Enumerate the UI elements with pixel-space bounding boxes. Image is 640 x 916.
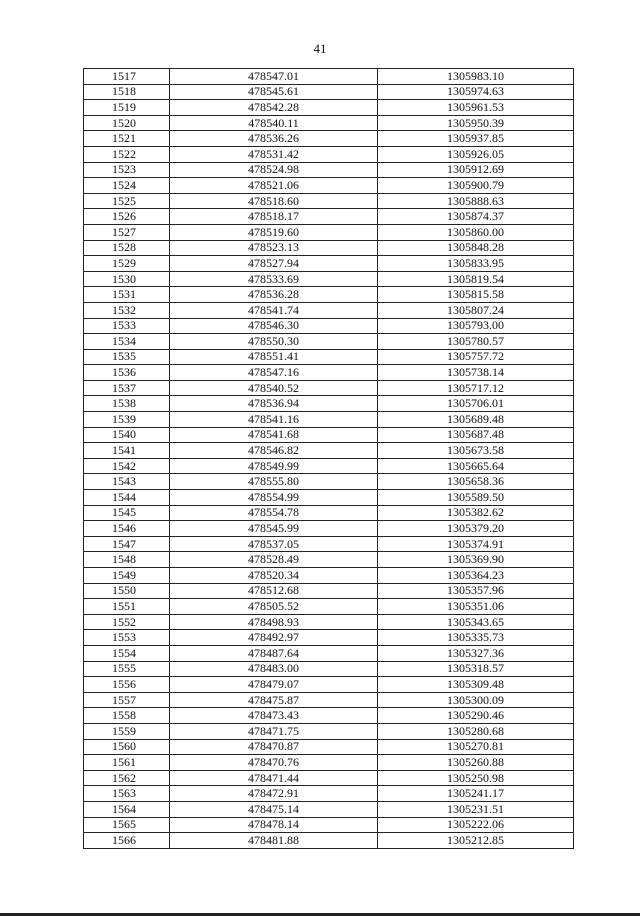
y-coordinate-cell: 1305848.28: [378, 240, 574, 256]
y-coordinate-cell: 1305900.79: [378, 178, 574, 194]
point-number-cell: 1543: [84, 474, 170, 490]
x-coordinate-cell: 478471.44: [170, 770, 378, 786]
y-coordinate-cell: 1305260.88: [378, 755, 574, 771]
point-number-cell: 1517: [84, 69, 170, 85]
y-coordinate-cell: 1305706.01: [378, 396, 574, 412]
table-row: [84, 645, 574, 661]
y-coordinate-cell: 1305860.00: [378, 224, 574, 240]
point-number-cell: 1561: [84, 755, 170, 771]
page-number: 41: [313, 41, 327, 56]
point-number-cell: 1546: [84, 521, 170, 537]
point-number-cell: 1525: [84, 193, 170, 209]
table-row: [84, 396, 574, 412]
x-coordinate-cell: 478523.13: [170, 240, 378, 256]
y-coordinate-cell: 1305912.69: [378, 162, 574, 178]
table-row: [84, 287, 574, 303]
table-row: [84, 817, 574, 833]
y-coordinate-cell: 1305950.39: [378, 115, 574, 131]
y-coordinate-cell: 1305374.91: [378, 536, 574, 552]
y-coordinate-cell: 1305357.96: [378, 583, 574, 599]
y-coordinate-cell: 1305807.24: [378, 302, 574, 318]
y-coordinate-cell: 1305369.90: [378, 552, 574, 568]
y-coordinate-cell: 1305379.20: [378, 521, 574, 537]
y-coordinate-cell: 1305222.06: [378, 817, 574, 833]
x-coordinate-cell: 478519.60: [170, 224, 378, 240]
table-row: [84, 380, 574, 396]
table-row: [84, 677, 574, 693]
table-row: [84, 302, 574, 318]
point-number-cell: 1549: [84, 568, 170, 584]
point-number-cell: 1562: [84, 770, 170, 786]
x-coordinate-cell: 478533.69: [170, 271, 378, 287]
table-row: [84, 614, 574, 630]
table-row: [84, 146, 574, 162]
table-row: [84, 599, 574, 615]
point-number-cell: 1532: [84, 302, 170, 318]
point-number-cell: 1551: [84, 599, 170, 615]
x-coordinate-cell: 478537.05: [170, 536, 378, 552]
table-row: [84, 443, 574, 459]
x-coordinate-cell: 478541.68: [170, 427, 378, 443]
y-coordinate-cell: 1305793.00: [378, 318, 574, 334]
table-row: [84, 536, 574, 552]
x-coordinate-cell: 478478.14: [170, 817, 378, 833]
point-number-cell: 1524: [84, 178, 170, 194]
y-coordinate-cell: 1305738.14: [378, 365, 574, 381]
point-number-cell: 1542: [84, 458, 170, 474]
x-coordinate-cell: 478479.07: [170, 677, 378, 693]
x-coordinate-cell: 478531.42: [170, 146, 378, 162]
y-coordinate-cell: 1305212.85: [378, 833, 574, 849]
table-row: [84, 661, 574, 677]
table-row: [84, 583, 574, 599]
y-coordinate-cell: 1305819.54: [378, 271, 574, 287]
point-number-cell: 1550: [84, 583, 170, 599]
table-row: [84, 224, 574, 240]
y-coordinate-cell: 1305270.81: [378, 739, 574, 755]
table-row: [84, 505, 574, 521]
y-coordinate-cell: 1305780.57: [378, 334, 574, 350]
x-coordinate-cell: 478542.28: [170, 100, 378, 116]
point-number-cell: 1545: [84, 505, 170, 521]
table-row: [84, 723, 574, 739]
table-row: [84, 739, 574, 755]
table-row: [84, 256, 574, 272]
table-row: [84, 271, 574, 287]
x-coordinate-cell: 478545.61: [170, 84, 378, 100]
point-number-cell: 1528: [84, 240, 170, 256]
table-row: [84, 770, 574, 786]
x-coordinate-cell: 478549.99: [170, 458, 378, 474]
table-row: [84, 755, 574, 771]
x-coordinate-cell: 478492.97: [170, 630, 378, 646]
y-coordinate-cell: 1305687.48: [378, 427, 574, 443]
table-row: [84, 474, 574, 490]
x-coordinate-cell: 478541.74: [170, 302, 378, 318]
x-coordinate-cell: 478547.01: [170, 69, 378, 85]
point-number-cell: 1560: [84, 739, 170, 755]
x-coordinate-cell: 478528.49: [170, 552, 378, 568]
point-number-cell: 1555: [84, 661, 170, 677]
y-coordinate-cell: 1305717.12: [378, 380, 574, 396]
y-coordinate-cell: 1305309.48: [378, 677, 574, 693]
point-number-cell: 1531: [84, 287, 170, 303]
point-number-cell: 1565: [84, 817, 170, 833]
x-coordinate-cell: 478554.99: [170, 490, 378, 506]
y-coordinate-cell: 1305815.58: [378, 287, 574, 303]
table-row: [84, 692, 574, 708]
y-coordinate-cell: 1305983.10: [378, 69, 574, 85]
point-number-cell: 1527: [84, 224, 170, 240]
table-row: [84, 349, 574, 365]
y-coordinate-cell: 1305318.57: [378, 661, 574, 677]
table-row: [84, 115, 574, 131]
y-coordinate-cell: 1305926.05: [378, 146, 574, 162]
point-number-cell: 1520: [84, 115, 170, 131]
x-coordinate-cell: 478470.87: [170, 739, 378, 755]
point-number-cell: 1536: [84, 365, 170, 381]
y-coordinate-cell: 1305974.63: [378, 84, 574, 100]
table-row: [84, 801, 574, 817]
table-row: [84, 334, 574, 350]
table-row: [84, 412, 574, 428]
point-number-cell: 1539: [84, 412, 170, 428]
table-row: [84, 708, 574, 724]
point-number-cell: 1521: [84, 131, 170, 147]
y-coordinate-cell: 1305231.51: [378, 801, 574, 817]
point-number-cell: 1538: [84, 396, 170, 412]
y-coordinate-cell: 1305364.23: [378, 568, 574, 584]
point-number-cell: 1540: [84, 427, 170, 443]
x-coordinate-cell: 478498.93: [170, 614, 378, 630]
table-row: [84, 786, 574, 802]
y-coordinate-cell: 1305290.46: [378, 708, 574, 724]
point-number-cell: 1541: [84, 443, 170, 459]
point-number-cell: 1563: [84, 786, 170, 802]
table-row: [84, 84, 574, 100]
y-coordinate-cell: 1305335.73: [378, 630, 574, 646]
x-coordinate-cell: 478536.28: [170, 287, 378, 303]
x-coordinate-cell: 478536.94: [170, 396, 378, 412]
x-coordinate-cell: 478475.14: [170, 801, 378, 817]
x-coordinate-cell: 478470.76: [170, 755, 378, 771]
table-row: [84, 833, 574, 849]
y-coordinate-cell: 1305888.63: [378, 193, 574, 209]
point-number-cell: 1547: [84, 536, 170, 552]
point-number-cell: 1523: [84, 162, 170, 178]
point-number-cell: 1537: [84, 380, 170, 396]
x-coordinate-cell: 478555.80: [170, 474, 378, 490]
x-coordinate-cell: 478471.75: [170, 723, 378, 739]
y-coordinate-cell: 1305589.50: [378, 490, 574, 506]
y-coordinate-cell: 1305833.95: [378, 256, 574, 272]
x-coordinate-cell: 478554.78: [170, 505, 378, 521]
point-number-cell: 1522: [84, 146, 170, 162]
table-row: [84, 162, 574, 178]
table-row: [84, 552, 574, 568]
point-number-cell: 1566: [84, 833, 170, 849]
y-coordinate-cell: 1305343.65: [378, 614, 574, 630]
table-row: [84, 630, 574, 646]
y-coordinate-cell: 1305300.09: [378, 692, 574, 708]
x-coordinate-cell: 478540.52: [170, 380, 378, 396]
y-coordinate-cell: 1305382.62: [378, 505, 574, 521]
table-row: [84, 100, 574, 116]
point-number-cell: 1526: [84, 209, 170, 225]
point-number-cell: 1535: [84, 349, 170, 365]
x-coordinate-cell: 478518.60: [170, 193, 378, 209]
x-coordinate-cell: 478521.06: [170, 178, 378, 194]
x-coordinate-cell: 478551.41: [170, 349, 378, 365]
y-coordinate-cell: 1305665.64: [378, 458, 574, 474]
x-coordinate-cell: 478505.52: [170, 599, 378, 615]
y-coordinate-cell: 1305327.36: [378, 645, 574, 661]
y-coordinate-cell: 1305937.85: [378, 131, 574, 147]
x-coordinate-cell: 478550.30: [170, 334, 378, 350]
point-number-cell: 1564: [84, 801, 170, 817]
point-number-cell: 1518: [84, 84, 170, 100]
x-coordinate-cell: 478487.64: [170, 645, 378, 661]
coordinates-table-body: [84, 69, 574, 849]
point-number-cell: 1534: [84, 334, 170, 350]
point-number-cell: 1557: [84, 692, 170, 708]
x-coordinate-cell: 478527.94: [170, 256, 378, 272]
y-coordinate-cell: 1305280.68: [378, 723, 574, 739]
point-number-cell: 1556: [84, 677, 170, 693]
x-coordinate-cell: 478472.91: [170, 786, 378, 802]
table-row: [84, 178, 574, 194]
table-row: [84, 521, 574, 537]
y-coordinate-cell: 1305673.58: [378, 443, 574, 459]
coordinates-table: [83, 68, 574, 849]
y-coordinate-cell: 1305689.48: [378, 412, 574, 428]
x-coordinate-cell: 478483.00: [170, 661, 378, 677]
point-number-cell: 1533: [84, 318, 170, 334]
point-number-cell: 1530: [84, 271, 170, 287]
x-coordinate-cell: 478546.30: [170, 318, 378, 334]
table-row: [84, 240, 574, 256]
point-number-cell: 1544: [84, 490, 170, 506]
table-row: [84, 568, 574, 584]
table-row: [84, 131, 574, 147]
table-row: [84, 318, 574, 334]
y-coordinate-cell: 1305241.17: [378, 786, 574, 802]
y-coordinate-cell: 1305961.53: [378, 100, 574, 116]
point-number-cell: 1519: [84, 100, 170, 116]
y-coordinate-cell: 1305658.36: [378, 474, 574, 490]
x-coordinate-cell: 478481.88: [170, 833, 378, 849]
point-number-cell: 1554: [84, 645, 170, 661]
x-coordinate-cell: 478512.68: [170, 583, 378, 599]
point-number-cell: 1529: [84, 256, 170, 272]
x-coordinate-cell: 478473.43: [170, 708, 378, 724]
table-row: [84, 458, 574, 474]
point-number-cell: 1559: [84, 723, 170, 739]
x-coordinate-cell: 478536.26: [170, 131, 378, 147]
y-coordinate-cell: 1305351.06: [378, 599, 574, 615]
y-coordinate-cell: 1305250.98: [378, 770, 574, 786]
x-coordinate-cell: 478545.99: [170, 521, 378, 537]
table-row: [84, 490, 574, 506]
table-row: [84, 427, 574, 443]
x-coordinate-cell: 478524.98: [170, 162, 378, 178]
x-coordinate-cell: 478541.16: [170, 412, 378, 428]
table-row: [84, 69, 574, 85]
x-coordinate-cell: 478540.11: [170, 115, 378, 131]
table-row: [84, 193, 574, 209]
x-coordinate-cell: 478547.16: [170, 365, 378, 381]
x-coordinate-cell: 478518.17: [170, 209, 378, 225]
x-coordinate-cell: 478475.87: [170, 692, 378, 708]
point-number-cell: 1552: [84, 614, 170, 630]
point-number-cell: 1558: [84, 708, 170, 724]
table-row: [84, 365, 574, 381]
x-coordinate-cell: 478546.82: [170, 443, 378, 459]
point-number-cell: 1553: [84, 630, 170, 646]
table-row: [84, 209, 574, 225]
y-coordinate-cell: 1305874.37: [378, 209, 574, 225]
y-coordinate-cell: 1305757.72: [378, 349, 574, 365]
x-coordinate-cell: 478520.34: [170, 568, 378, 584]
point-number-cell: 1548: [84, 552, 170, 568]
